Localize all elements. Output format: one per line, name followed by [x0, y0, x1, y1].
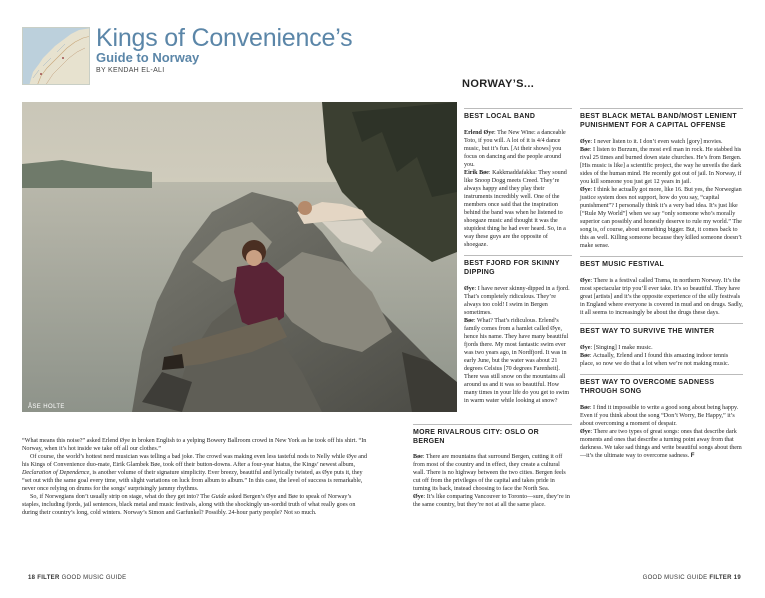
end-mark: F: [690, 452, 695, 459]
intro-text: [22, 437, 367, 517]
article-subtitle: Guide to Norway: [96, 50, 200, 65]
answer-text: Øye: [Singing] I make music. Bøe: Actually, Erlend and I found this amazing indoor tennis place, so now we do that a lot when we’re not making music.: [580, 345, 730, 367]
byline: BY KENDAH EL-ALI: [96, 67, 165, 74]
intro-paragraph: So, if Norwegians don’t usually strip on stage, what do they get into? The Guide asked Bergen’s Øye and Bøe to speak of Norway’s staples, including fjords, jail sentences, black metal and music festivals, along with the shockingly un-sordid truth of what really goes on during their country’s long, cold winters. Norway’s Simon and Garfunkel? Possibly. 24-hour party people? Not so much.: [22, 494, 356, 516]
photo-credit: ÅSE HOLTE: [28, 404, 65, 410]
section-name: GOOD MUSIC GUIDE: [61, 575, 127, 581]
q-and-a-column-right: [580, 108, 743, 466]
magazine-name: FILTER: [37, 575, 60, 581]
q-and-a-column-middle: [464, 108, 572, 411]
section-heading: BEST MUSIC FESTIVAL: [580, 261, 665, 268]
section-heading: BEST WAY TO SURVIVE THE WINTER: [580, 328, 715, 335]
band-photo: [22, 102, 457, 412]
article-title: Kings of Convenience’s: [96, 24, 353, 52]
footer-right: [643, 575, 741, 581]
magazine-name: FILTER: [709, 575, 732, 581]
q-and-a-column-middle-bottom: [413, 424, 572, 509]
section-heading: BEST BLACK METAL BAND/MOST LENIENT PUNISHMENT FOR A CAPITAL OFFENSE: [580, 113, 737, 129]
intro-paragraph: Of course, the world’s hottest nerd musician was telling a bad joke. The crowd was making even less tasteful nods to Nelly while Øye and his Kings of Convenience duo-mate, Eirik Glambek Bøe, took off their button-downs. After a four-year hiatus, the Kings’ newest album, Declaration of Dependence, is another volume of their signature simplicity. Ever breezy, beautiful and lyrically twisted, as Øye puts it, they “set out with the same goal every time, with slight variations on luck from album to album.” In this case, the level of success is remarkable, never once relying on drums for the songs’ surprisingly jammy rhythms.: [22, 454, 367, 492]
section-divider: [580, 256, 743, 257]
section-heading: BEST FJORD FOR SKINNY DIPPING: [464, 260, 560, 276]
section-divider: [413, 424, 572, 425]
section-heading: BEST LOCAL BAND: [464, 113, 536, 120]
answer-text: Øye: There is a festival called Træna, in northern Norway. It’s the most spectacular trip you’ll ever take. It’s so beautiful. They have great [artists] and it’s the opposite experience of the silly festivals in England where everyone is covered in mud and on drugs. Sadly, it all seems to increasingly be about the drugs these days.: [580, 278, 743, 316]
page-number: 18: [28, 575, 36, 581]
answer-text: Bøe: I find it impossible to write a good song about being happy. Even if you think about the song “Don’t Worry, Be Happy,” it’s about overcoming a moment of despair. Øye: There are two types of great songs: ones that describe dark moments and ones that describe a turning point away from that darkness. We take sad things and write beautiful songs about them—it’s the ultimate way to overcome sadness. F: [580, 405, 742, 459]
section-heading: MORE RIVALROUS CITY: OSLO OR BERGEN: [413, 429, 539, 445]
section-divider: [464, 108, 572, 109]
footer-left: [28, 575, 126, 581]
section-label: NORWAY’S...: [462, 78, 535, 90]
section-divider: [464, 255, 572, 256]
intro-paragraph: “What means this noise?” asked Erlend Øye in broken English to a yelping Bowery Ballroom crowd in New York as he took off his shirt. “In Norway, when it’s hot inside we take off all our clothes.”: [22, 438, 367, 452]
section-name: GOOD MUSIC GUIDE: [642, 575, 708, 581]
answer-text: Øye: I never listen to it. I don’t even watch [gory] movies. Bøe: I listen to Burzum, the most evil man in rock. He stabbed his rival 25 times and burned down state churches. He’s from Bergen. [His music is like] a scientific project, the way he unveils the dark sides of the human mind. He recently got out of jail. In Norway, if you kill someone you just get 12 years in jail. Øye: I think he actually got more, like 16. But yes, the Norwegian justice system does not support, how do you say, “capital punishment”? I personally think it’s a very bad idea. It’s just like [“Rule My World”] when we say “only someone who’s morally superior can possibly and honestly deserve to rule my world.” The song is, of course, about something bigger. But, it comes back to this as well. Killing someone because they killed someone doesn’t make sense.: [580, 139, 742, 249]
page-number: 19: [733, 575, 741, 581]
section-divider: [580, 108, 743, 109]
section-divider: [580, 323, 743, 324]
norway-map-thumbnail: [22, 27, 90, 85]
answer-text: Øye: I have never skinny-dipped in a fjord. That’s completely ridiculous. They’re always too cold! I swim in Bergen sometimes. Bøe: What? That’s ridiculous. Erlend’s family comes from a hamlet called Øye, hence his name. They have many beautiful fjords there. My most fantastic swim ever was two years ago, in Nordfjord. It was in early June, but the water was about 21 degrees Celsius [70 degrees Farenheit]. There was still snow on the mountains all around us and it was so beautiful. How many times in your life do you get to swim in warm water while looking at snow?: [464, 286, 570, 404]
answer-text: Erlend Øye: The New Wine: a danceable Toto, if you will. A lot of it is 4/4 dance music, but it’s fun. [At their shows] you focus on dancing and the people around you. Eirik Bøe: Kakkmaddafakka: They sound like Snoop Dogg meets Creed. They’re always happy and they play their instruments incredibly well. One of the members once said that the inspiration behind the band was when he listened to shoegaze music and thought it was the stupidest thing he had ever heard. So, in a way these guys are the opposite of shoegaze.: [464, 130, 567, 248]
answer-text: Bøe: There are mountains that surround Bergen, cutting it off from most of the country and in effect, they create a cultural wall. There is no highway between the two cities. Bergen feels cut off from the privileges of the capital and takes pride in turning its back, instead choosing to face the North Sea. Øye: It’s like comparing Vancouver to Toronto—sure, they’re in the same country, but they’re not at all the same place.: [413, 454, 570, 508]
section-divider: [580, 374, 743, 375]
section-heading: BEST WAY TO OVERCOME SADNESS THROUGH SONG: [580, 379, 715, 395]
